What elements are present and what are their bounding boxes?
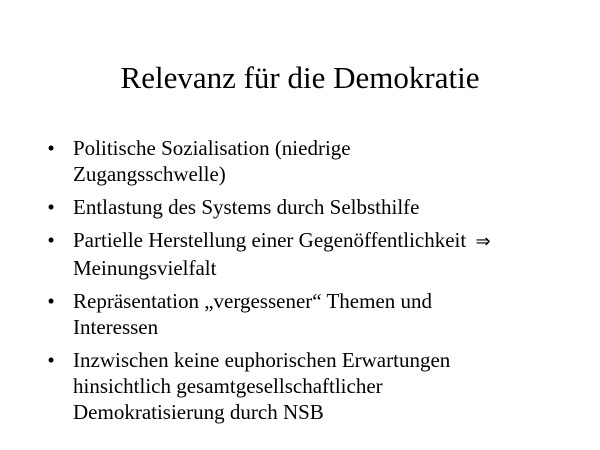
bullet-text-line: hinsichtlich gesamtgesellschaftlicher — [73, 374, 383, 398]
bullet-icon: • — [47, 289, 55, 313]
bullet-icon: • — [47, 348, 55, 372]
bullet-text-line-with-arrow — [73, 227, 564, 255]
bullet-list — [44, 135, 564, 432]
bullet-text-line: Interessen — [73, 315, 159, 339]
bullet-text-line: Meinungsvielfalt — [73, 256, 217, 280]
bullet-item-1 — [44, 135, 564, 187]
bullet-text-line: Politische Sozialisation (niedrige — [73, 136, 351, 160]
bullet-item-3 — [44, 227, 564, 281]
double-arrow-right-icon: ⇒ — [475, 231, 491, 252]
bullet-text-line: Entlastung des Systems durch Selbsthilfe — [73, 195, 420, 219]
bullet-icon: • — [47, 136, 55, 160]
bullet-text-line: Repräsentation „vergessener“ Themen und — [73, 289, 433, 313]
bullet-icon: • — [47, 228, 55, 252]
bullet-text-line: Demokratisierung durch NSB — [73, 400, 324, 424]
bullet-text-line: Inzwischen keine euphorischen Erwartungen — [73, 348, 451, 372]
bullet-icon: • — [47, 195, 55, 219]
slide-title: Relevanz für die Demokratie — [120, 60, 480, 95]
bullet-item-2 — [44, 194, 564, 220]
bullet-item-5 — [44, 347, 564, 425]
bullet-item-4 — [44, 288, 564, 340]
bullet-text-line: Zugangsschwelle) — [73, 162, 226, 186]
bullet-text-fragment: Partielle Herstellung einer Gegenöffentlichkeit — [73, 228, 467, 252]
